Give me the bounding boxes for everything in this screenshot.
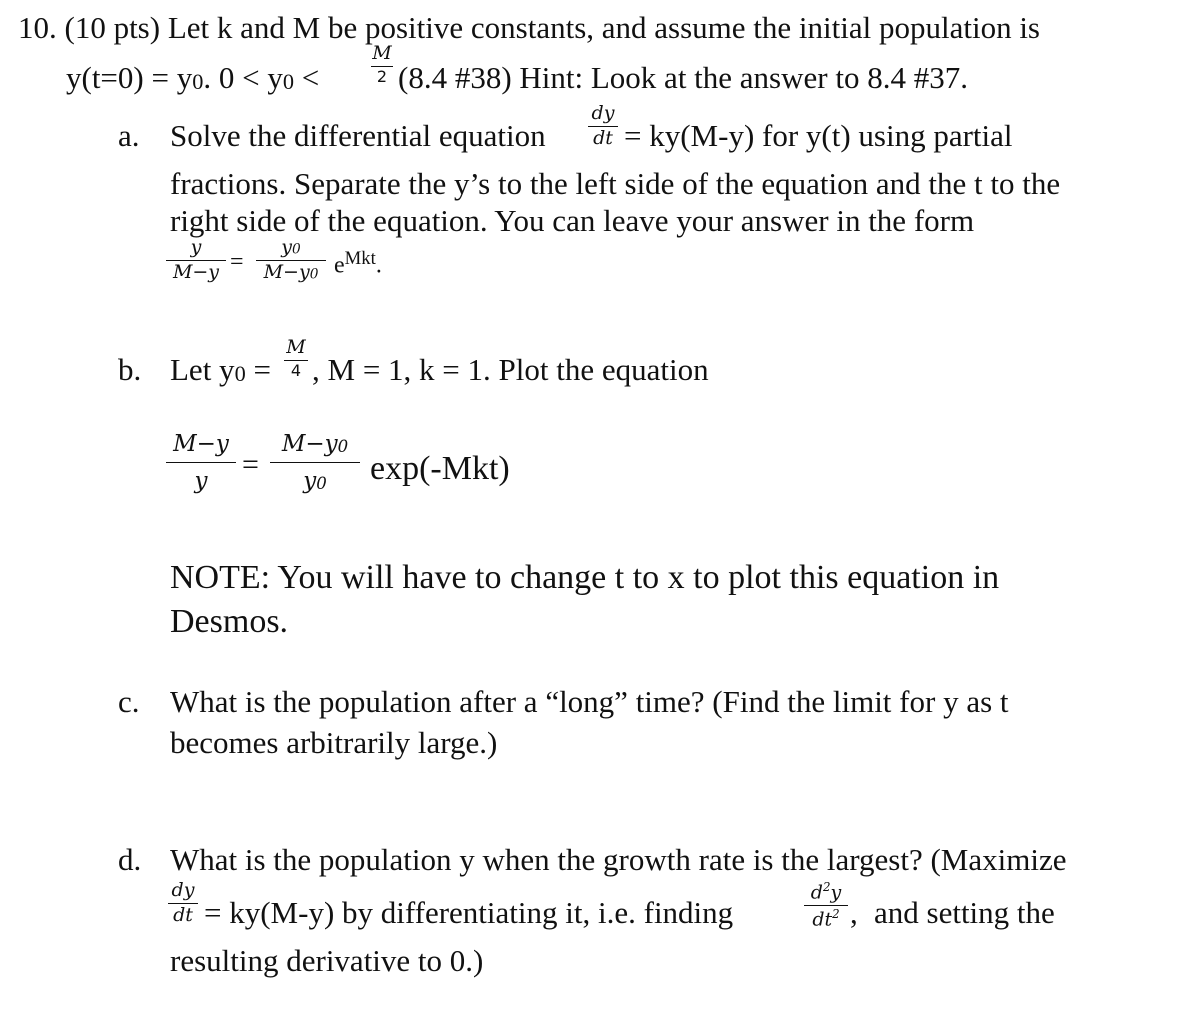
part-a-line3: right side of the equation. You can leave your answer in the form (170, 203, 975, 238)
part-b-line-end: , M = 1, k = 1. Plot the equation (312, 352, 709, 387)
dy-dt-fraction: dy dt (588, 104, 618, 149)
intro-line2-end: (8.4 #38) Hint: Look at the answer to 8.4 #37. (398, 60, 968, 95)
part-b-exp: exp(-Mkt) (370, 450, 510, 487)
problem-number: 10. (10 pts) Let k and M be positive constants, and assume the initial population is (18, 10, 1040, 45)
points: (10 pts) (64, 10, 161, 45)
part-d-line2-mid: = ky(M-y) by differentiating it, i.e. finding (204, 895, 734, 930)
intro-line1: Let k and M be positive constants, and assume the initial population is (167, 10, 1040, 45)
part-b-let: Let y0 = (170, 352, 271, 387)
part-a-eq-lhs: y M−y (166, 238, 226, 283)
part-b-eq-lhs: M−y y (166, 432, 236, 493)
fraction-m-over-2: M 2 (372, 42, 392, 86)
part-b-note-line1: NOTE: You will have to change t to x to plot this equation in (170, 559, 1000, 596)
intro-line2: y(t=0) = y0. 0 < y0 < (66, 60, 320, 95)
part-a-exp: $e^{Mkt}$. (334, 248, 382, 279)
part-b-eq-rhs: M−y0 y0 (270, 432, 360, 493)
part-a-line1-start: Solve the differential equation (170, 118, 546, 153)
part-d-line1: What is the population y when the growth rate is the largest? (Maximize (170, 842, 1067, 877)
part-d-dy-dt: dy dt (168, 881, 198, 926)
part-a-label: a. (118, 118, 140, 153)
part-d-line2-end: and setting the (874, 895, 1055, 930)
part-a-eq-equals: = (230, 249, 244, 275)
part-a-eq-rhs: y0 M−y0 (256, 238, 326, 283)
part-a-line1-end: = ky(M-y) for y(t) using partial (624, 118, 1013, 153)
part-d-line3: resulting derivative to 0.) (170, 943, 484, 978)
fraction-m-over-4: M 4 (284, 338, 308, 380)
part-c-label: c. (118, 684, 140, 719)
part-c-line2: becomes arbitrarily large.) (170, 725, 498, 760)
part-c-line1: What is the population after a “long” time? (Find the limit for y as t (170, 684, 1009, 719)
part-b-label: b. (118, 352, 142, 387)
part-b-note-line2: Desmos. (170, 603, 289, 640)
d2y-dt2-fraction: $d^2y$ $dt^2$ (804, 881, 848, 930)
part-d-label: d. (118, 842, 142, 877)
part-d-comma: , (850, 895, 858, 930)
part-b-eq-equals: = (242, 448, 259, 481)
part-a-line2: fractions. Separate the y’s to the left side of the equation and the t to the (170, 166, 1061, 201)
